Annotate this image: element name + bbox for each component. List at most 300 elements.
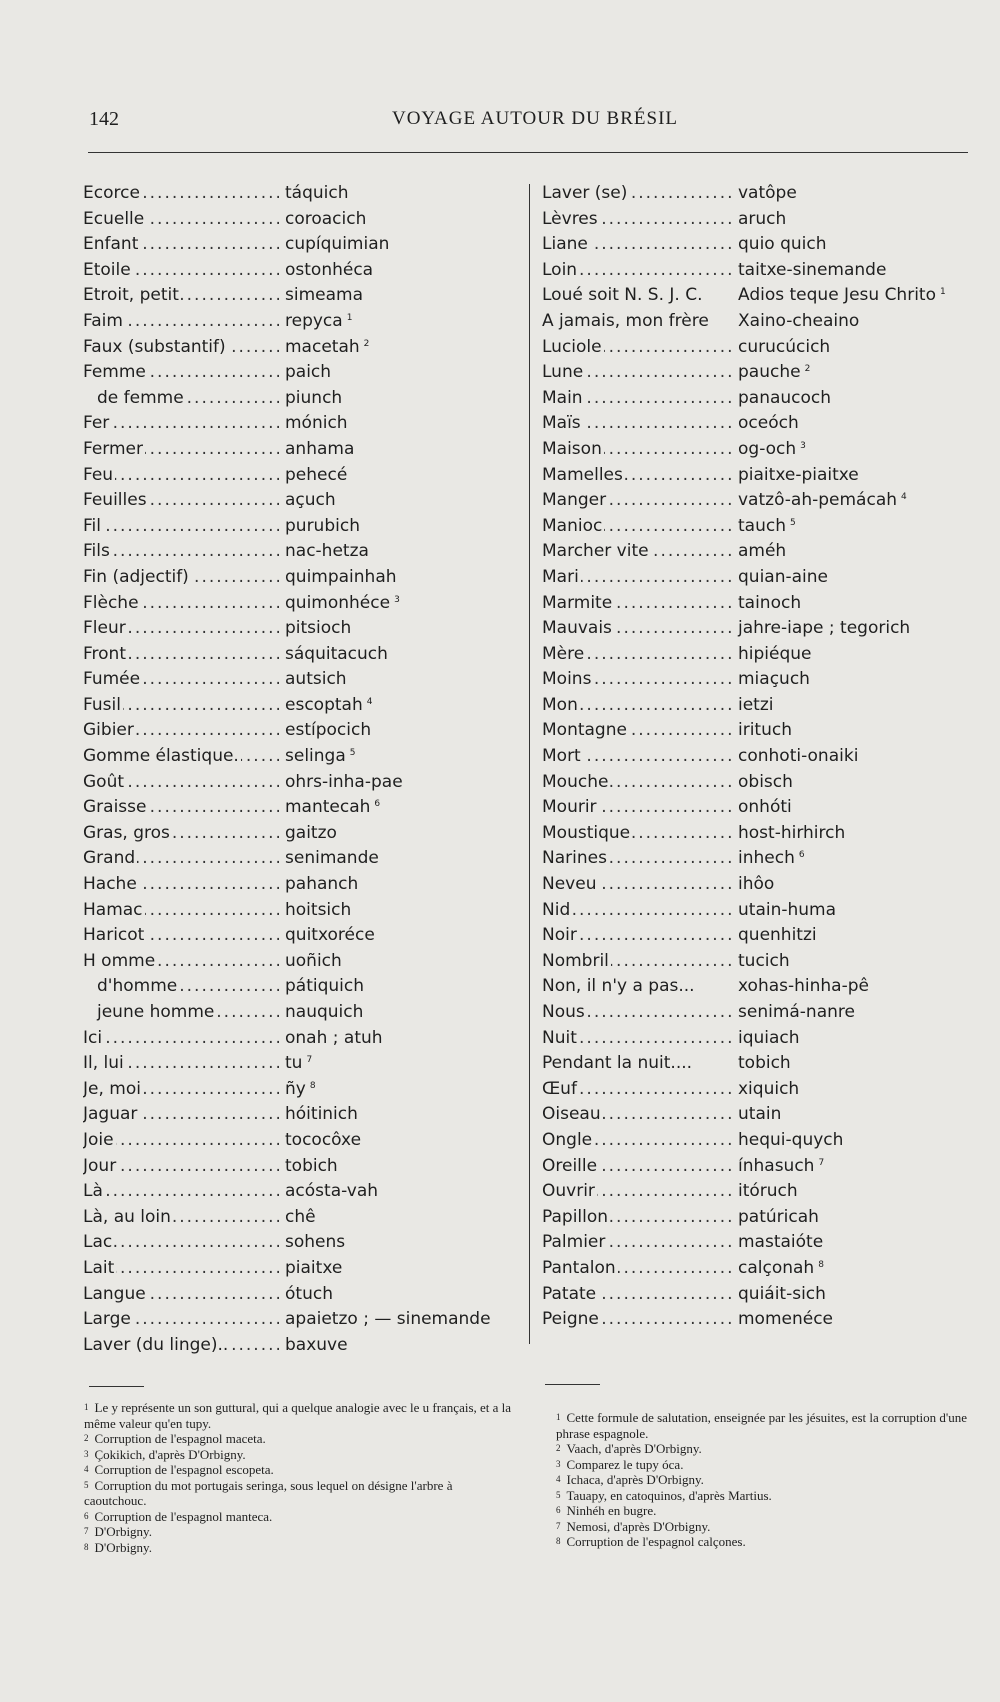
footnote-number: 6	[84, 1510, 89, 1521]
vocab-term	[542, 846, 732, 872]
vocab-term	[542, 463, 732, 489]
footnote-text: Cette formule de salutation, enseignée par les jésuites, est la corruption d'une phrase espagnole.	[556, 1410, 968, 1441]
footnote	[84, 1447, 516, 1463]
footnote-marker: 3	[394, 594, 400, 605]
vocab-term-text: Front	[83, 643, 126, 664]
vocab-term-text: Noir	[542, 925, 577, 946]
vocab-term-text: Patate	[542, 1283, 597, 1304]
vocab-translation: inhech	[738, 848, 795, 869]
vocab-term	[83, 1128, 279, 1154]
vocab-term	[542, 949, 732, 975]
vocab-term	[83, 693, 279, 719]
vocab-term-text: Lac	[83, 1232, 113, 1253]
vocab-entry	[83, 974, 513, 1000]
vocab-entry	[542, 1051, 972, 1077]
vocab-entry	[542, 514, 972, 540]
footnote	[84, 1462, 516, 1478]
vocab-entry	[83, 821, 513, 847]
footnote-marker: 5	[349, 748, 356, 759]
footnote-number: 8	[556, 1536, 561, 1546]
vocab-term-text: Mamelles	[542, 464, 623, 485]
vocab-term-text: Lèvres	[542, 208, 598, 229]
vocab-term-text: Manger	[542, 490, 607, 511]
footnote-rule-right	[545, 1384, 600, 1385]
vocab-translation: repyca	[285, 310, 343, 331]
footnote-text: Nemosi, d'après D'Orbigny.	[566, 1518, 711, 1534]
vocab-entry	[83, 437, 513, 463]
vocab-translation: acósta-vah	[285, 1181, 379, 1202]
vocab-term-text: Peigne	[542, 1309, 599, 1330]
vocab-term-text: Nombril	[542, 950, 609, 971]
footnote-text: Vaach, d'après D'Orbigny.	[566, 1441, 702, 1456]
vocab-translation: onhóti	[738, 797, 792, 818]
vocab-term-text: Mouche	[542, 771, 609, 792]
vocab-entry	[542, 565, 972, 591]
footnote	[84, 1400, 516, 1431]
vocab-translation: taitxe-sinemande	[738, 259, 887, 280]
vocab-term-text: Maison	[542, 438, 602, 459]
vocab-translation: tobich	[738, 1053, 791, 1074]
vocab-term-text: Mort	[542, 746, 581, 767]
vocab-term-text: Fleur	[83, 618, 126, 639]
vocab-translation: momenéce	[738, 1309, 834, 1330]
vocab-term-text: Mon	[542, 694, 578, 715]
footnote-text: Corruption de l'espagnol calçones.	[566, 1534, 746, 1549]
vocab-term	[83, 1026, 279, 1052]
vocab-entry	[542, 1179, 972, 1205]
footnote-marker: 6	[374, 799, 381, 810]
vocab-term-text: Maïs	[542, 413, 581, 434]
vocab-entry	[83, 1230, 513, 1256]
vocab-term-text: Loué soit N. S. J. C.	[542, 285, 703, 306]
vocab-term	[542, 1256, 732, 1282]
footnote-number: 3	[84, 1448, 89, 1459]
vocab-term-text: Narines	[542, 848, 607, 869]
vocab-entry	[542, 821, 972, 847]
vocab-term-text: H omme	[83, 950, 156, 971]
vocab-translation: ihôo	[738, 874, 775, 895]
vocab-term	[83, 181, 279, 207]
header-rule	[88, 152, 968, 153]
vocab-term-text: Fer	[83, 413, 110, 434]
vocab-entry	[83, 667, 513, 693]
vocab-translation: uoñich	[285, 950, 342, 971]
vocab-entry	[542, 923, 972, 949]
vocab-term-text: Laver (se)	[542, 183, 628, 203]
vocab-term-text: Fil	[83, 515, 101, 536]
footnote-marker: 7	[818, 1157, 825, 1168]
vocab-entry	[83, 718, 513, 744]
vocab-entry	[83, 770, 513, 796]
vocab-entry	[542, 1205, 972, 1231]
vocab-term	[83, 1077, 279, 1103]
vocab-translation: aruch	[738, 208, 787, 229]
vocab-term	[542, 1102, 732, 1128]
footnote-text: Corruption de l'espagnol escopeta.	[94, 1462, 274, 1477]
vocab-translation: Xaino-cheaino	[738, 310, 860, 331]
vocab-translation: senimande	[285, 848, 379, 869]
vocab-translation: hóitinich	[285, 1104, 358, 1125]
vocab-term	[83, 744, 279, 770]
vocab-entry	[83, 565, 513, 591]
vocab-term	[83, 974, 279, 1000]
vocab-term	[83, 642, 279, 668]
vocab-translation: xiquich	[738, 1078, 800, 1099]
vocab-translation: pitsioch	[285, 618, 352, 639]
vocab-term	[542, 923, 732, 949]
vocab-term-text: Jour	[83, 1155, 117, 1176]
footnote	[84, 1478, 516, 1509]
vocab-term	[83, 437, 279, 463]
vocab-entry	[542, 795, 972, 821]
vocab-term-text: Fumée	[83, 669, 141, 690]
vocab-term-text: Joie	[83, 1129, 114, 1150]
vocab-entry	[542, 283, 972, 309]
footnote-marker: 6	[798, 850, 805, 861]
vocab-entry	[83, 232, 513, 258]
vocab-entry	[542, 335, 972, 361]
vocab-entry	[83, 1333, 513, 1359]
vocab-entry	[542, 181, 972, 207]
vocab-term-text: Gomme élastique.	[83, 746, 239, 767]
vocab-entry	[83, 1256, 513, 1282]
footnote	[556, 1488, 970, 1504]
footnote-number: 4	[84, 1464, 89, 1474]
vocab-term-text: Papillon	[542, 1206, 609, 1227]
vocab-term	[542, 744, 732, 770]
vocab-term-text: Lait	[83, 1257, 115, 1278]
vocab-term-text: Large	[83, 1309, 131, 1330]
vocab-translation: jahre-iape ; tegorich	[738, 618, 911, 639]
vocab-entry	[542, 898, 972, 924]
vocab-term-text: Marmite	[542, 592, 613, 613]
vocab-term-text: Grand	[83, 848, 136, 869]
vocab-term	[83, 591, 279, 617]
vocab-term-text: Etoile	[83, 259, 131, 280]
vocab-translation: utain-huma	[738, 899, 837, 920]
vocab-term-text: Ici	[83, 1027, 103, 1048]
vocab-entry	[542, 360, 972, 386]
footnotes-right	[556, 1410, 970, 1550]
vocab-translation: Adios teque Jesu Chrito	[738, 285, 936, 306]
vocab-entry	[83, 693, 513, 719]
vocab-entry	[542, 411, 972, 437]
footnote-number: 4	[556, 1474, 561, 1484]
vocab-term-text: Lune	[542, 362, 584, 383]
footnote-text: Ninhéh en bugre.	[566, 1503, 657, 1518]
vocab-term-text: Liane	[542, 234, 588, 255]
column-divider	[529, 184, 530, 1344]
vocab-translation: açuch	[285, 490, 336, 511]
footnote	[556, 1503, 970, 1519]
footnote	[556, 1472, 970, 1488]
footnote-number: 5	[84, 1479, 89, 1490]
vocab-term-text: Fermer	[83, 438, 144, 459]
footnote	[84, 1509, 516, 1525]
vocab-translation: gaitzo	[285, 822, 337, 843]
vocab-translation: tauch	[738, 515, 786, 536]
vocab-entry	[542, 1026, 972, 1052]
vocab-translation: xohas-hinha-pê	[738, 976, 869, 997]
vocab-term-text: Nous	[542, 1002, 585, 1022]
vocab-term	[83, 872, 279, 898]
vocab-term	[83, 616, 279, 642]
vocab-translation: tococôxe	[285, 1129, 362, 1150]
vocab-entry	[83, 1282, 513, 1308]
vocab-translation: macetah	[285, 336, 360, 357]
vocab-term	[83, 1000, 279, 1026]
vocab-term-text: Ecorce	[83, 183, 140, 203]
footnote-marker: 1	[346, 312, 353, 323]
vocab-translation: sohens	[285, 1232, 346, 1253]
vocab-translation: escoptah	[285, 694, 363, 715]
vocab-term	[83, 821, 279, 847]
vocab-term	[542, 1026, 732, 1052]
vocab-entry	[83, 360, 513, 386]
vocab-entry	[542, 1230, 972, 1256]
vocab-term-text: Haricot	[83, 925, 145, 946]
vocab-term	[542, 1307, 732, 1333]
vocab-term	[542, 1051, 732, 1077]
vocab-term	[83, 923, 279, 949]
vocab-term-text: Non, il n'y a pas...	[542, 976, 695, 997]
vocab-translation: vatôpe	[738, 183, 797, 203]
vocab-translation: calçonah	[738, 1257, 815, 1278]
footnote-marker: 7	[306, 1055, 313, 1066]
footnote-number: 3	[556, 1458, 561, 1469]
vocab-entry	[542, 642, 972, 668]
vocab-translation: og-och	[738, 438, 797, 459]
vocab-translation: patúricah	[738, 1206, 819, 1227]
vocab-term-text: de femme	[83, 388, 186, 408]
vocab-term-text: Gras, gros	[83, 822, 170, 843]
vocab-term-text: Ouvrir	[542, 1181, 595, 1202]
vocab-term	[83, 1333, 279, 1359]
vocab-term-text: Main	[542, 387, 583, 408]
vocab-translation: quitxoréce	[285, 925, 375, 946]
footnote	[84, 1431, 516, 1447]
footnote	[556, 1441, 970, 1457]
vocab-term-text: Feuilles	[83, 490, 147, 511]
vocab-term	[83, 309, 279, 335]
vocab-translation: mastaióte	[738, 1232, 824, 1253]
vocab-translation: simeama	[285, 285, 363, 306]
vocab-entry	[83, 1307, 513, 1333]
vocab-term-text: Nuit	[542, 1027, 577, 1048]
footnote-number: 5	[556, 1489, 561, 1500]
vocab-term-text: d'homme	[83, 976, 179, 996]
vocab-term-text: Faim	[83, 310, 123, 331]
vocab-term	[542, 1205, 732, 1231]
vocab-entry	[83, 411, 513, 437]
footnote-number: 1	[84, 1402, 89, 1412]
vocab-translation: utain	[738, 1104, 782, 1125]
vocab-term	[542, 616, 732, 642]
footnote-marker: 2	[363, 338, 370, 349]
vocab-term-text: Je, moi	[83, 1078, 141, 1099]
vocab-translation: mantecah	[285, 797, 371, 818]
vocab-translation: vatzô-ah-pemácah	[738, 490, 898, 511]
footnote-text: D'Orbigny.	[94, 1524, 152, 1539]
vocab-translation: anhama	[285, 438, 355, 459]
vocab-term	[542, 565, 732, 591]
vocab-translation: apaietzo ; — sinemande	[285, 1309, 491, 1330]
vocab-translation: ietzi	[738, 694, 774, 715]
vocab-term	[83, 898, 279, 924]
footnotes-left	[84, 1400, 516, 1555]
vocab-translation: estípocich	[285, 720, 372, 741]
vocab-entry	[542, 949, 972, 975]
vocab-entry	[83, 1154, 513, 1180]
vocab-term	[83, 539, 279, 565]
footnote	[556, 1534, 970, 1550]
vocab-term	[83, 667, 279, 693]
vocab-term	[542, 693, 732, 719]
vocab-translation: pahanch	[285, 874, 359, 895]
vocab-term-text: Enfant	[83, 234, 139, 255]
vocab-translation: onah ; atuh	[285, 1027, 383, 1048]
vocab-term	[83, 283, 279, 309]
vocab-term-text: Feu	[83, 464, 114, 485]
vocab-entry	[83, 283, 513, 309]
vocab-entry	[83, 1026, 513, 1052]
vocab-entry	[542, 1000, 972, 1026]
footnote	[556, 1457, 970, 1473]
vocab-entry	[83, 872, 513, 898]
footnote-number: 1	[556, 1412, 561, 1422]
vocab-entry	[542, 437, 972, 463]
vocab-term	[83, 949, 279, 975]
vocab-term-text: Mari	[542, 566, 579, 587]
vocab-term-text: Mère	[542, 643, 585, 664]
vocab-term-text: Marcher vite	[542, 541, 649, 562]
vocab-translation: curucúcich	[738, 336, 831, 357]
left-column	[83, 181, 513, 1358]
vocab-term-text: Faux (substantif)	[83, 336, 226, 357]
vocab-translation: hipiéque	[738, 643, 812, 664]
vocab-entry	[542, 1077, 972, 1103]
vocab-entry	[542, 616, 972, 642]
vocab-term	[542, 488, 732, 514]
vocab-translation: selinga	[285, 746, 346, 767]
vocab-term	[83, 514, 279, 540]
vocab-term-text: Laver (du linge)..	[83, 1334, 229, 1355]
vocab-translation: táquich	[285, 183, 349, 203]
vocab-term	[83, 1307, 279, 1333]
vocab-entry	[83, 514, 513, 540]
vocab-term-text: Hamac	[83, 899, 143, 920]
vocab-translation: ínhasuch	[738, 1155, 815, 1176]
vocab-translation: host-hirhirch	[738, 822, 846, 843]
vocab-term	[542, 309, 732, 335]
vocab-translation: piaitxe	[285, 1257, 343, 1278]
vocab-term	[83, 565, 279, 591]
vocab-translation: coroacich	[285, 208, 367, 229]
vocab-term-text: Graisse	[83, 797, 147, 818]
footnote-marker: 4	[901, 492, 907, 503]
vocab-term-text: Fils	[83, 541, 110, 562]
footnote-marker: 2	[804, 364, 811, 375]
vocab-term	[83, 1154, 279, 1180]
vocab-term-text: Femme	[83, 362, 146, 383]
vocab-term-text: Fusil	[83, 694, 121, 715]
vocab-entry	[542, 539, 972, 565]
vocab-translation: ótuch	[285, 1283, 333, 1304]
vocab-term	[83, 1282, 279, 1308]
vocab-term-text: Montagne	[542, 720, 627, 741]
vocab-translation: iquiach	[738, 1027, 800, 1048]
footnote-text: Le y représente un son guttural, qui a quelque analogie avec le u français, et a la même valeur qu'en tupy.	[84, 1400, 512, 1431]
vocab-term	[542, 1000, 732, 1026]
vocab-entry	[83, 744, 513, 770]
vocab-entry	[83, 207, 513, 233]
vocab-entry	[542, 258, 972, 284]
vocab-entry	[83, 642, 513, 668]
vocab-term-text: Mauvais	[542, 618, 612, 639]
vocab-term-text: Loin	[542, 259, 578, 280]
vocab-term	[542, 1179, 732, 1205]
vocab-entry	[542, 309, 972, 335]
vocab-term	[542, 437, 732, 463]
vocab-translation: piaitxe-piaitxe	[738, 464, 859, 485]
vocab-entry	[83, 616, 513, 642]
vocab-translation: miaçuch	[738, 669, 810, 690]
vocab-entry	[83, 795, 513, 821]
vocab-term	[542, 795, 732, 821]
vocab-term	[542, 1230, 732, 1256]
footnote-number: 8	[84, 1541, 89, 1552]
vocab-term-text: Moustique	[542, 822, 631, 843]
vocab-entry	[83, 463, 513, 489]
vocab-entry	[542, 232, 972, 258]
vocab-term	[542, 335, 732, 361]
vocab-term-text: Pendant la nuit....	[542, 1053, 693, 1074]
vocab-term	[542, 1077, 732, 1103]
vocab-term-text: Pantalon	[542, 1257, 616, 1278]
vocab-term	[542, 718, 732, 744]
vocab-term-text: Il, lui	[83, 1053, 124, 1074]
vocab-entry	[83, 1000, 513, 1026]
vocab-term	[542, 974, 732, 1000]
vocab-term-text: Manioc	[542, 515, 603, 536]
vocab-term	[542, 770, 732, 796]
vocab-term	[542, 514, 732, 540]
vocab-term-text: Moins	[542, 669, 592, 690]
vocab-term	[542, 1154, 732, 1180]
vocab-term	[83, 386, 279, 412]
vocab-entry	[83, 488, 513, 514]
vocab-term-text: Là	[83, 1181, 103, 1202]
vocab-term-text: Oiseau	[542, 1104, 601, 1125]
vocab-translation: obisch	[738, 771, 793, 792]
vocab-term-text: Nid	[542, 899, 571, 920]
vocab-entry	[83, 386, 513, 412]
vocab-translation: chê	[285, 1206, 316, 1227]
vocab-entry	[83, 591, 513, 617]
vocab-term	[542, 898, 732, 924]
vocab-term	[83, 232, 279, 258]
vocab-term-text: Jaguar	[83, 1104, 138, 1125]
vocab-entry	[542, 718, 972, 744]
vocab-translation: tu	[285, 1053, 303, 1074]
page-header	[0, 108, 1000, 138]
footnote-number: 7	[84, 1526, 89, 1536]
vocab-term	[542, 872, 732, 898]
vocab-entry	[83, 539, 513, 565]
vocab-entry	[83, 258, 513, 284]
footnote	[84, 1540, 516, 1556]
vocab-entry	[83, 1205, 513, 1231]
